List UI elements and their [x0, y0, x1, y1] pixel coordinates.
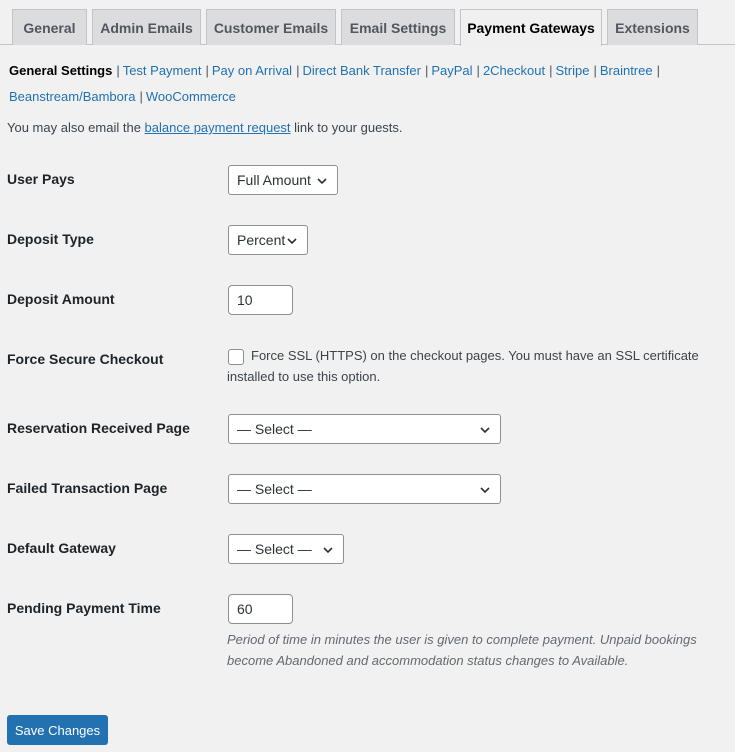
deposit-amount-input[interactable]: 10	[228, 285, 293, 315]
chevron-down-icon	[479, 484, 491, 496]
deposit-amount-label: Deposit Amount	[7, 291, 115, 307]
chevron-down-icon	[322, 544, 334, 556]
intro-text: You may also email the balance payment request link to your guests.	[7, 120, 403, 135]
default-gateway-label: Default Gateway	[7, 540, 116, 556]
subnav-test-payment[interactable]: Test Payment	[122, 63, 202, 78]
tab-admin-emails[interactable]: Admin Emails	[92, 9, 201, 45]
force-secure-checkout-label: Force Secure Checkout	[7, 351, 164, 367]
force-ssl-description: Force SSL (HTTPS) on the checkout pages. You must have an SSL certificate installed to use this option.	[227, 348, 699, 384]
balance-payment-request-link[interactable]: balance payment request	[144, 120, 291, 135]
pending-payment-time-input[interactable]: 60	[228, 594, 293, 624]
subnav-woocommerce[interactable]: WooCommerce	[145, 89, 236, 104]
subnav-paypal[interactable]: PayPal	[431, 63, 473, 78]
settings-tabs	[0, 0, 735, 45]
failed-transaction-page-label: Failed Transaction Page	[7, 480, 168, 496]
subnav-direct-bank-transfer[interactable]: Direct Bank Transfer	[302, 63, 421, 78]
failed-transaction-page-select[interactable]: — Select —	[228, 474, 501, 504]
reservation-received-page-label: Reservation Received Page	[7, 420, 190, 436]
user-pays-label: User Pays	[7, 171, 75, 187]
user-pays-select[interactable]: Full Amount	[228, 165, 338, 195]
subnav-beanstream[interactable]: Beanstream/Bambora	[9, 89, 136, 104]
tab-extensions[interactable]: Extensions	[607, 9, 698, 45]
chevron-down-icon	[316, 175, 328, 187]
subnav-braintree[interactable]: Braintree	[599, 63, 653, 78]
gateway-subnav: General Settings | Test Payment | Pay on Arrival | Direct Bank Transfer | PayPal | 2Checkout | Stripe | Braintree | Beanstream/Bambora | WooCommerce	[9, 63, 660, 104]
chevron-down-icon	[479, 424, 491, 436]
deposit-type-select[interactable]: Percent	[228, 225, 308, 255]
tab-payment-gateways[interactable]: Payment Gateways	[460, 9, 602, 46]
subnav-general-settings[interactable]: General Settings	[9, 63, 113, 78]
chevron-down-icon	[286, 235, 298, 247]
pending-payment-time-label: Pending Payment Time	[7, 600, 161, 616]
tab-customer-emails[interactable]: Customer Emails	[206, 9, 336, 45]
subnav-2checkout[interactable]: 2Checkout	[482, 63, 546, 78]
reservation-received-page-select[interactable]: — Select —	[228, 414, 501, 444]
subnav-stripe[interactable]: Stripe	[555, 63, 590, 78]
subnav-pay-on-arrival[interactable]: Pay on Arrival	[211, 63, 293, 78]
deposit-type-label: Deposit Type	[7, 231, 94, 247]
default-gateway-select[interactable]: — Select —	[228, 534, 344, 564]
pending-payment-time-description: Period of time in minutes the user is given to complete payment. Unpaid bookings become Abandoned and accommodation status changes to Available.	[227, 632, 697, 668]
tab-general[interactable]: General	[12, 9, 87, 45]
tab-email-settings[interactable]: Email Settings	[341, 9, 455, 45]
save-changes-button[interactable]: Save Changes	[7, 715, 108, 745]
